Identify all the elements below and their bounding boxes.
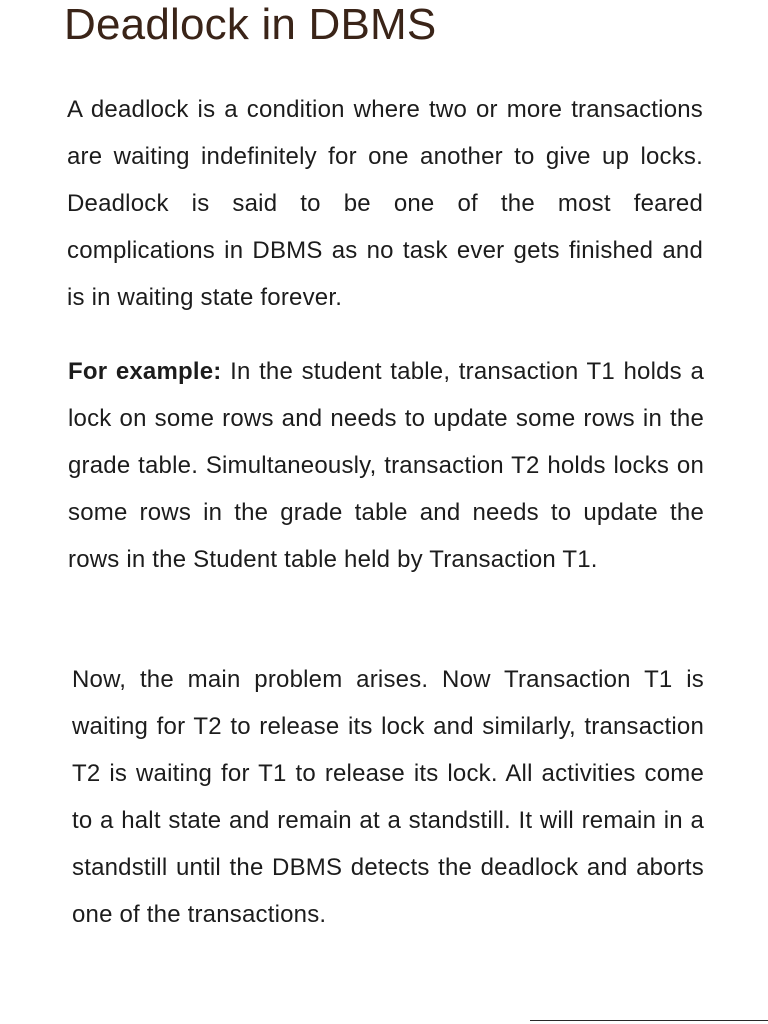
paragraph-definition: A deadlock is a condition where two or more transactions are waiting indefinitely for one another to give up locks. Deadlock is said to be one of the most feared complications in DBMS as no task ever gets finished and is in waiting state forever. <box>67 96 703 311</box>
example-lead-label: For example: <box>68 358 222 385</box>
example-body-text: In the student table, transaction T1 holds a lock on some rows and needs to update some rows in the grade table. Simultaneously, transaction T2 holds locks on some rows in the grade table and needs to update the rows in the Student table held by Transaction T1. <box>68 358 705 573</box>
paragraph-example <box>68 348 704 583</box>
paragraph-problem: Now, the main problem arises. Now Transaction T1 is waiting for T2 to release its lock and similarly, transaction T2 is waiting for T1 to release its lock. All activities come to a halt state and remain at a standstill. It will remain in a standstill until the DBMS detects the deadlock and aborts one of the transactions. <box>72 666 704 928</box>
footer-divider <box>530 1020 768 1021</box>
page-title: Deadlock in DBMS <box>64 0 437 49</box>
